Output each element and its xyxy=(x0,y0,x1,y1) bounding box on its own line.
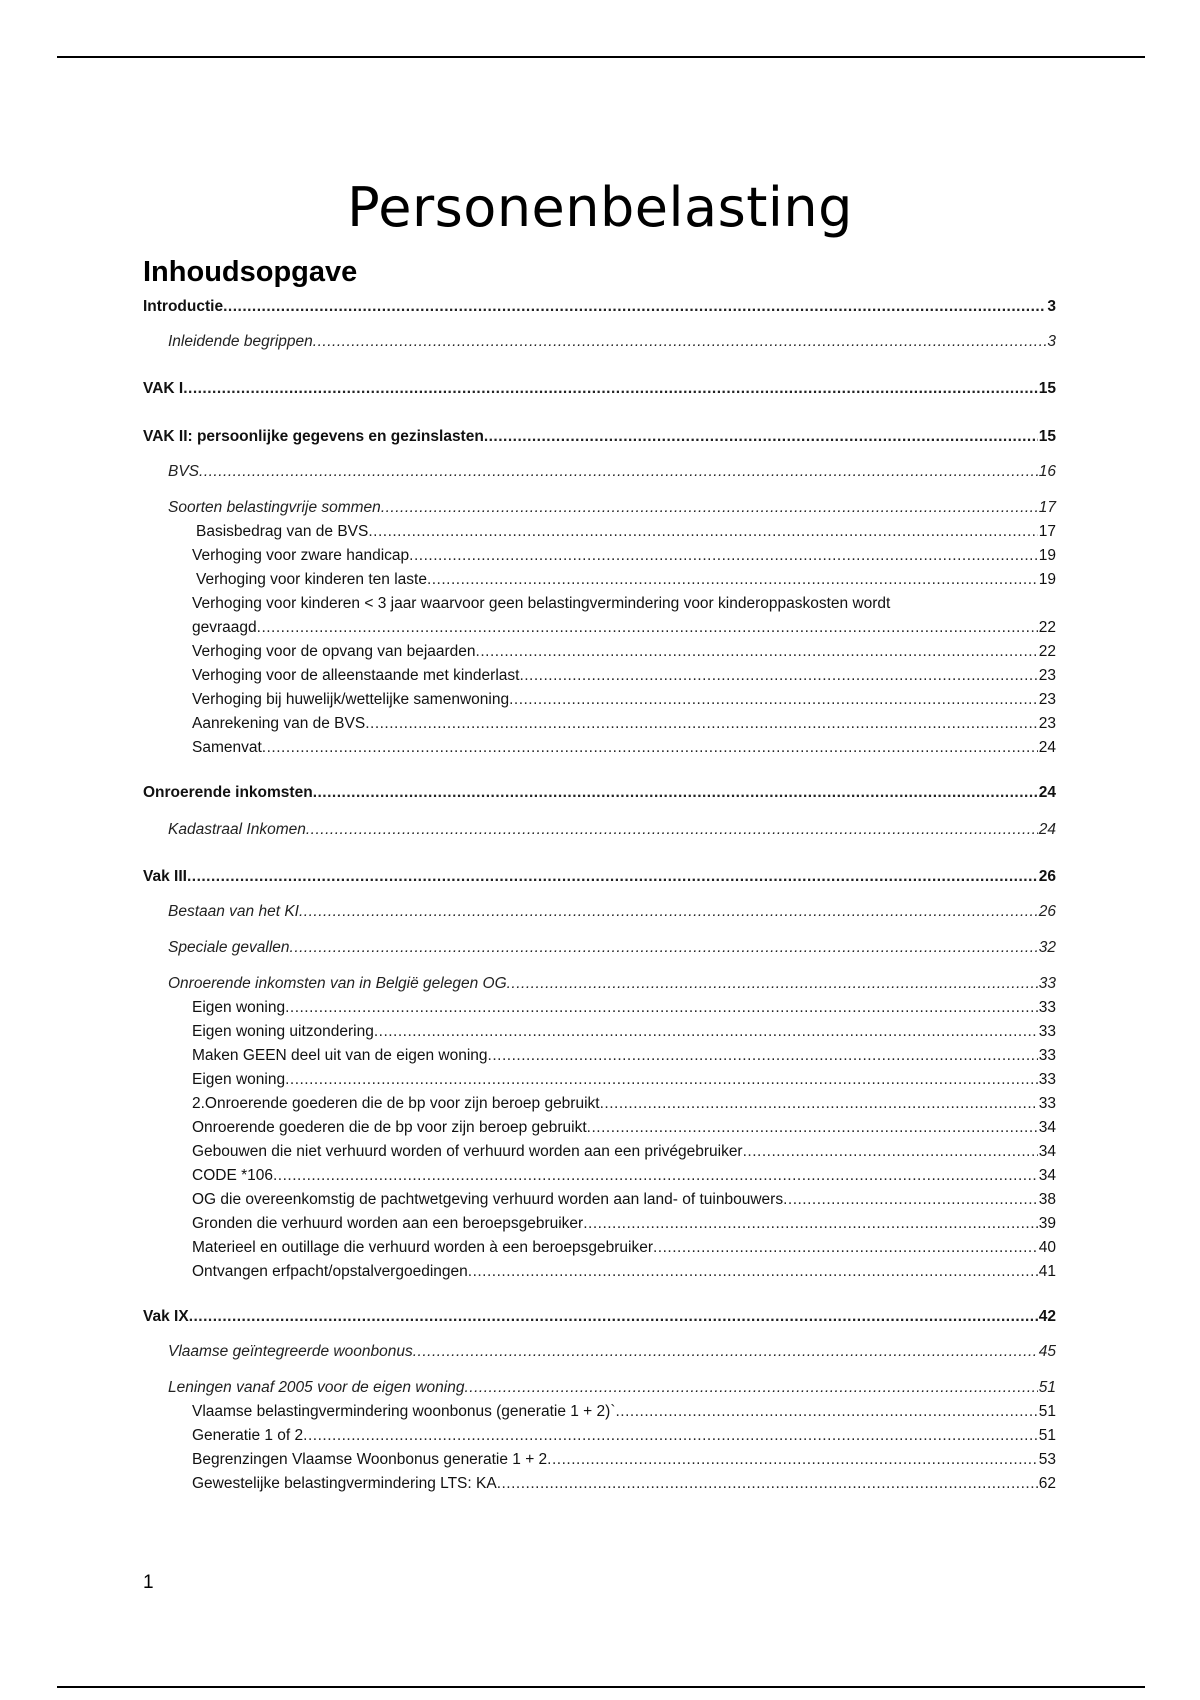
toc-entry-onroerende-belgie[interactable] xyxy=(143,972,1056,996)
toc-entry-page: 23 xyxy=(1038,691,1056,708)
toc-entry-page: 22 xyxy=(1038,643,1056,660)
toc-entry-label: Onroerende inkomsten van in België gelegen OG xyxy=(168,975,507,992)
toc-entry-label-continued: gevraagd xyxy=(192,619,257,636)
toc-entry-label: 2.Onroerende goederen die de bp voor zijn beroep gebruikt xyxy=(192,1095,600,1112)
toc-entry-onroerende-inkomsten[interactable] xyxy=(143,780,1056,806)
document-title: Personenbelasting xyxy=(347,176,853,240)
header-rule xyxy=(57,56,1145,58)
toc-entry-label: Gewestelijke belastingvermindering LTS: KA xyxy=(192,1475,497,1492)
toc-entry-zware-handicap[interactable] xyxy=(143,544,1056,568)
toc-entry-label: Verhoging voor de opvang van bejaarden xyxy=(192,643,476,660)
toc-entry-label: Maken GEEN deel uit van de eigen woning xyxy=(192,1047,488,1064)
toc-entry-page: 45 xyxy=(1038,1343,1056,1360)
toc-entry-label: OG die overeenkomstig de pachtwetgeving verhuurd worden aan land- of tuinbouwers xyxy=(192,1191,784,1208)
toc-entry-page: 19 xyxy=(1038,547,1056,564)
toc-entry-page: 34 xyxy=(1038,1143,1056,1160)
toc-entry-label: Ontvangen erfpacht/opstalvergoedingen xyxy=(192,1263,468,1280)
toc-entry-page: 24 xyxy=(1038,784,1056,801)
toc-entry-woonbonus[interactable] xyxy=(143,1340,1056,1364)
toc-entry-page: 33 xyxy=(1038,1023,1056,1040)
toc-entry-label: Introductie xyxy=(143,298,224,315)
toc-entry-vak-2[interactable] xyxy=(143,424,1056,450)
toc-entry-page: 23 xyxy=(1038,715,1056,732)
toc-entry-label: Verhoging bij huwelijk/wettelijke samenwoning xyxy=(192,691,510,708)
toc-entry-page: 34 xyxy=(1038,1119,1056,1136)
toc-entry-label: VAK I xyxy=(143,380,184,397)
toc-entry-page: 51 xyxy=(1038,1379,1056,1396)
toc-entry-materieel-outillage[interactable] xyxy=(143,1236,1056,1260)
toc-entry-page: 34 xyxy=(1038,1167,1056,1184)
toc-entry-basisbedrag[interactable] xyxy=(143,520,1056,544)
table-of-contents xyxy=(143,294,1056,1496)
toc-entry-eigen-woning-2[interactable] xyxy=(143,1068,1056,1092)
toc-entry-opvang-bejaarden[interactable] xyxy=(143,640,1056,664)
toc-entry-erfpacht[interactable] xyxy=(143,1260,1056,1284)
toc-entry-alleenstaande[interactable] xyxy=(143,664,1056,688)
toc-entry-page: 41 xyxy=(1038,1263,1056,1280)
toc-entry-page: 15 xyxy=(1038,380,1056,397)
toc-entry-label: Soorten belastingvrije sommen xyxy=(168,499,381,516)
toc-entry-belastingvermindering-woonbonus[interactable] xyxy=(143,1400,1056,1424)
toc-entry-label: Begrenzingen Vlaamse Woonbonus generatie 1 + 2 xyxy=(192,1451,548,1468)
toc-entry-page: 33 xyxy=(1038,975,1056,992)
toc-entry-speciale-gevallen[interactable] xyxy=(143,936,1056,960)
toc-heading: Inhoudsopgave xyxy=(143,256,358,289)
toc-entry-og-beroep[interactable] xyxy=(143,1116,1056,1140)
toc-entry-page: 40 xyxy=(1038,1239,1056,1256)
toc-entry-page: 23 xyxy=(1038,667,1056,684)
toc-entry-label: CODE *106 xyxy=(192,1167,273,1184)
toc-entry-page: 42 xyxy=(1038,1308,1056,1325)
toc-entry-gewestelijke-lts[interactable] xyxy=(143,1472,1056,1496)
toc-entry-label: Inleidende begrippen xyxy=(168,333,313,350)
toc-entry-page: 51 xyxy=(1038,1427,1056,1444)
toc-entry-page: 33 xyxy=(1038,999,1056,1016)
toc-entry-code-106[interactable] xyxy=(143,1164,1056,1188)
toc-entry-inleidende-begrippen[interactable] xyxy=(143,330,1056,354)
toc-entry-vak-1[interactable] xyxy=(143,376,1056,402)
toc-entry-label: Verhoging voor de alleenstaande met kinderlast xyxy=(192,667,520,684)
toc-entry-label: Speciale gevallen xyxy=(168,939,290,956)
toc-entry-page: 24 xyxy=(1038,821,1056,838)
toc-entry-label: Vlaamse belastingvermindering woonbonus (generatie 1 + 2)` xyxy=(192,1403,616,1420)
toc-entry-page: 17 xyxy=(1038,523,1056,540)
toc-entry-label: Vak III xyxy=(143,868,187,885)
footer-rule xyxy=(57,1686,1145,1688)
toc-entry-label: Gebouwen die niet verhuurd worden of verhuurd worden aan een privégebruiker xyxy=(192,1143,743,1160)
toc-entry-page: 3 xyxy=(1047,333,1056,350)
toc-entry-label: Eigen woning uitzondering xyxy=(192,1023,374,1040)
toc-entry-og-beroep-2[interactable] xyxy=(143,1092,1056,1116)
toc-entry-label: BVS xyxy=(168,463,200,480)
toc-entry-page: 17 xyxy=(1038,499,1056,516)
toc-entry-kinderen-onder-3[interactable] xyxy=(143,592,1056,640)
toc-entry-label: Gronden die verhuurd worden aan een beroepsgebruiker xyxy=(192,1215,584,1232)
toc-entry-page: 16 xyxy=(1038,463,1056,480)
toc-entry-page: 33 xyxy=(1038,1095,1056,1112)
toc-entry-label: Eigen woning xyxy=(192,999,286,1016)
toc-entry-label: Samenvat xyxy=(192,739,262,756)
toc-entry-label: Generatie 1 of 2 xyxy=(192,1427,304,1444)
toc-entry-eigen-woning-uitzondering[interactable] xyxy=(143,1020,1056,1044)
toc-entry-label: Verhoging voor zware handicap xyxy=(192,547,410,564)
toc-entry-page: 33 xyxy=(1038,1047,1056,1064)
toc-entry-page: 39 xyxy=(1038,1215,1056,1232)
toc-entry-label: Onroerende inkomsten xyxy=(143,784,313,801)
toc-entry-bvs[interactable] xyxy=(143,460,1056,484)
toc-entry-label: VAK II: persoonlijke gegevens en gezinslasten xyxy=(143,428,484,445)
toc-entry-introductie[interactable] xyxy=(143,294,1056,320)
toc-entry-bestaan-ki[interactable] xyxy=(143,900,1056,924)
toc-entry-page: 53 xyxy=(1038,1451,1056,1468)
toc-entry-page: 19 xyxy=(1038,571,1056,588)
toc-entry-vak-9[interactable] xyxy=(143,1304,1056,1330)
toc-entry-page: 62 xyxy=(1038,1475,1056,1492)
toc-entry-label: Materieel en outillage die verhuurd worden à een beroepsgebruiker xyxy=(192,1239,653,1256)
toc-entry-page: 51 xyxy=(1038,1403,1056,1420)
toc-entry-kinderen-ten-laste[interactable] xyxy=(143,568,1056,592)
toc-entry-label: Basisbedrag van de BVS xyxy=(196,523,369,540)
toc-entry-begrenzingen[interactable] xyxy=(143,1448,1056,1472)
toc-entry-label: Aanrekening van de BVS xyxy=(192,715,366,732)
toc-entry-label: Verhoging voor kinderen < 3 jaar waarvoor geen belastingvermindering voor kinderoppaskosten wordt xyxy=(192,595,891,612)
toc-entry-huwelijk[interactable] xyxy=(143,688,1056,712)
toc-entry-gebouwen-niet-verhuurd[interactable] xyxy=(143,1140,1056,1164)
toc-entry-soorten-bvs[interactable] xyxy=(143,496,1056,520)
toc-entry-label: Vak IX xyxy=(143,1308,189,1325)
page-number: 1 xyxy=(143,1572,154,1593)
toc-entry-page: 3 xyxy=(1047,298,1056,315)
toc-entry-page: 24 xyxy=(1038,739,1056,756)
toc-entry-page: 38 xyxy=(1038,1191,1056,1208)
toc-entry-aanrekening-bvs[interactable] xyxy=(143,712,1056,736)
toc-entry-leningen-2005[interactable] xyxy=(143,1376,1056,1400)
toc-entry-page: 26 xyxy=(1038,868,1056,885)
toc-entry-page: 32 xyxy=(1038,939,1056,956)
toc-entry-gronden-verhuurd[interactable] xyxy=(143,1212,1056,1236)
toc-entry-label: Vlaamse geïntegreerde woonbonus xyxy=(168,1343,413,1360)
toc-entry-geen-deel-eigen-woning[interactable] xyxy=(143,1044,1056,1068)
toc-entry-pachtwetgeving[interactable] xyxy=(143,1188,1056,1212)
toc-entry-label: Bestaan van het KI xyxy=(168,903,299,920)
toc-entry-label: Leningen vanaf 2005 voor de eigen woning xyxy=(168,1379,465,1396)
toc-entry-page: 26 xyxy=(1038,903,1056,920)
toc-entry-page: 22 xyxy=(1038,619,1056,636)
toc-entry-label: Onroerende goederen die de bp voor zijn beroep gebruikt xyxy=(192,1119,587,1136)
toc-entry-label: Verhoging voor kinderen ten laste xyxy=(196,571,427,588)
toc-entry-eigen-woning[interactable] xyxy=(143,996,1056,1020)
toc-entry-kadastraal-inkomen[interactable] xyxy=(143,818,1056,842)
toc-entry-vak-3[interactable] xyxy=(143,864,1056,890)
toc-entry-page: 15 xyxy=(1038,428,1056,445)
toc-entry-samenvat[interactable] xyxy=(143,736,1056,760)
toc-entry-generatie[interactable] xyxy=(143,1424,1056,1448)
toc-entry-label: Kadastraal Inkomen xyxy=(168,821,306,838)
toc-entry-page: 33 xyxy=(1038,1071,1056,1088)
toc-entry-label: Eigen woning xyxy=(192,1071,286,1088)
